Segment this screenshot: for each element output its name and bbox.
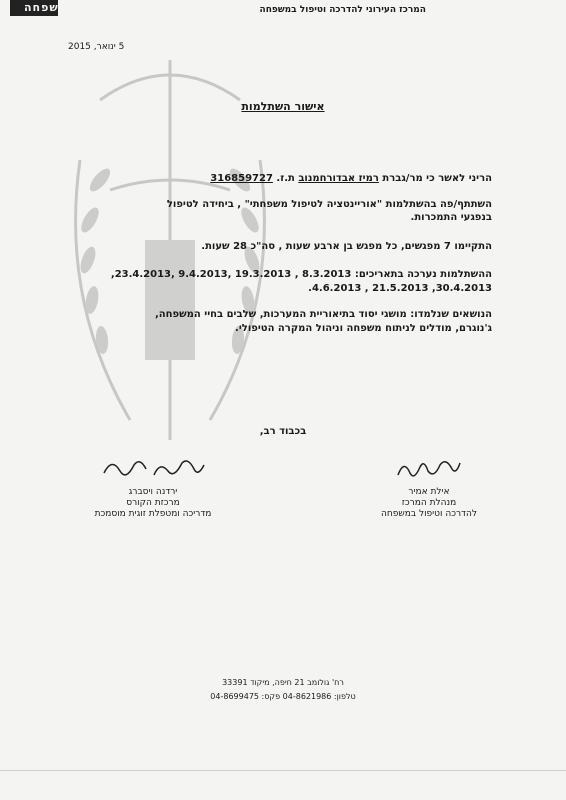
body-line-5: ההשתלמות נערכה בתאריכים: 8.3.2013 , 19.3.2013 ,9.4.2013 ,23.4.2013, [110,269,492,280]
id-label: ת.ז. [276,173,295,184]
body-line-6: 30.4.2013, 21.5.2013 , 4.6.2013. [308,283,492,294]
handwritten-signature-director [394,455,464,483]
logo [10,0,68,16]
body-line-1 [210,172,492,185]
body-line-3: בנפגעי התמכרות. [410,212,492,223]
director-name: אילת אמיר [408,487,450,497]
scan-artifact-line [0,770,566,771]
closing-text: בכבוד רב, [259,426,307,437]
coordinator-name: ירדנה ויסברג [128,487,178,497]
director-org: להדרכה וטיפול במשפחה [381,509,477,519]
body-line-7: הנושאים שנלמדו: מושגי יסוד בתיאוריית המערכות, שלבים בחיי המשפחה, [154,309,492,320]
recipient-id: 316859727 [210,173,273,184]
footer-address: רח' גולומב 21 חיפה, מיקוד 33391 [222,678,344,687]
body-line-4: התקיימו 7 מפגשים, כל מפגש בן ארבע שעות , סה"כ 28 שעות. [201,241,492,252]
document-title-text: אישור השתלמות [241,100,325,113]
recipient-name: רמיז אבדורחמנוב [298,173,379,184]
coordinator-role: מרכזת הקורס [126,498,180,508]
body-line-2: השתתף/פה בהשתלמות "אוריינטציה לטיפול משפחתי" , ביחידה לטיפול [166,199,492,210]
signature-block-director [364,455,494,520]
line1-prefix: הריני לאשר כי מר/גברת [382,173,492,184]
handwritten-signature-coordinator [98,455,208,483]
body-line-8: ג'נוגרם, מודלים לניתוח משפחה וניהול המקרה הטיפולי. [235,323,492,334]
footer-phones: טלפון: 04-8621986 פקס: 04-8699475 [210,692,356,701]
director-role: מנהלת המרכז [401,498,457,508]
header-strip [0,0,566,22]
org-name: המרכז העירוני להדרכה וטיפול במשפחה [259,5,426,15]
document-title [0,100,566,113]
coordinator-title: מדריכה ומטפלת זוגית מוסמכת [94,509,212,519]
logo-text: משפחה [24,1,68,14]
document-date: 5 ינואר, 2015 [68,42,125,52]
signature-block-coordinator [78,455,228,520]
